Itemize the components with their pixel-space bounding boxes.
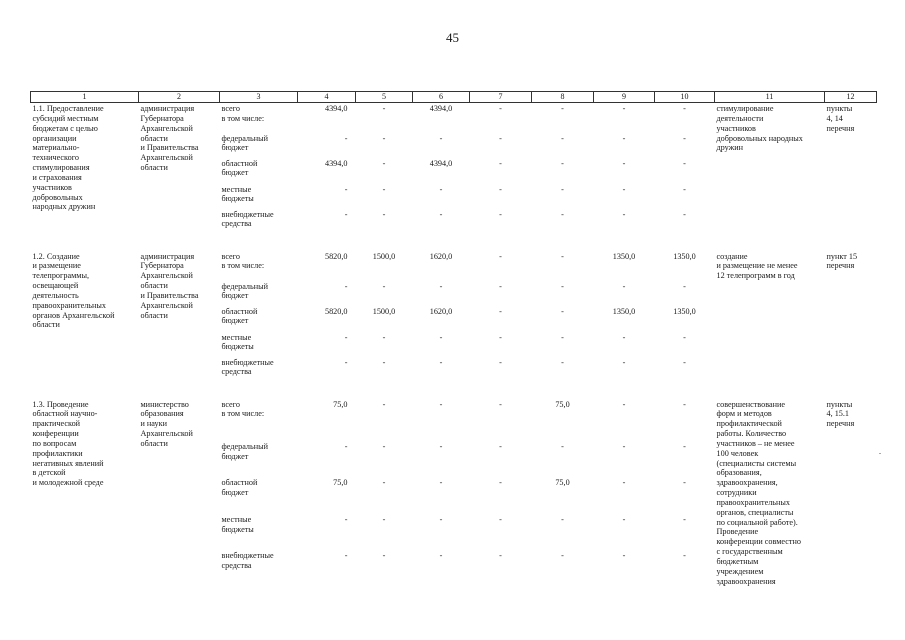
funding-source-note: в том числе: <box>221 261 265 271</box>
amount-cell: - <box>622 357 626 367</box>
amount-cell: - <box>561 158 564 168</box>
amount-cell: - <box>382 104 386 113</box>
column-header: 12 <box>825 92 877 103</box>
funding-source <box>220 550 298 587</box>
amount-cell: 1350,0 <box>673 306 696 316</box>
funding-source-label: областной бюджет <box>221 158 258 178</box>
amount-cell: - <box>499 399 502 409</box>
block-spacer <box>31 235 877 251</box>
amount-cell: - <box>683 399 686 409</box>
amount-cell: - <box>439 184 443 194</box>
amount-cell: 4394,0 <box>324 104 348 113</box>
funding-source-note: в том числе: <box>221 409 265 419</box>
amount-cell: - <box>561 332 564 342</box>
amount-cell: 75,0 <box>333 478 348 488</box>
list-reference: пункт 15 перечня <box>826 251 858 271</box>
funding-source <box>220 306 298 332</box>
program-table <box>30 91 876 588</box>
amount-cell: - <box>382 332 386 342</box>
page-number: 45 <box>446 30 459 45</box>
funding-source-label: внебюджетные средства <box>221 209 274 229</box>
column-header: 10 <box>655 92 715 103</box>
funding-source-label: местные бюджеты <box>221 332 254 352</box>
funding-source-label: всего <box>221 104 240 113</box>
amount-cell: 1620,0 <box>429 306 453 316</box>
funding-source-note: в том числе: <box>221 113 265 123</box>
amount-cell: - <box>561 104 564 113</box>
amount-cell: - <box>499 281 502 291</box>
amount-cell: 1350,0 <box>612 251 636 261</box>
column-header: 11 <box>715 92 825 103</box>
funding-source-label: федеральный бюджет <box>221 442 269 462</box>
measure-title: 1.2. Создание и размещение телепрограммы, освещающей деятельность правоохранительных органов Архангельской области <box>32 251 115 330</box>
amount-cell: - <box>561 442 564 452</box>
block-spacer <box>31 383 877 399</box>
column-header: 3 <box>220 92 298 103</box>
funding-source <box>220 209 298 235</box>
amount-cell: - <box>561 209 564 219</box>
funding-source <box>220 158 298 184</box>
amount-cell: - <box>499 332 502 342</box>
amount-cell: - <box>561 133 564 143</box>
list-reference: пункты 4, 15.1 перечня <box>826 399 855 429</box>
stray-mark: . <box>879 447 881 456</box>
amount-cell: - <box>683 184 686 194</box>
amount-cell: - <box>683 515 686 525</box>
amount-cell: - <box>683 478 686 488</box>
amount-cell: - <box>439 357 443 367</box>
measure-title: 1.3. Проведение областной научно- практической конференции по вопросам профилактики негативных явлений в детской и молодежной среде <box>32 399 104 488</box>
measure-title: 1.1. Предоставление субсидий местным бюджетам с целью организации материально- технического стимулирования и страхования участников добровольных народных дружин <box>32 104 104 212</box>
table-row <box>31 399 877 442</box>
amount-cell: - <box>382 357 386 367</box>
amount-cell: - <box>382 209 386 219</box>
column-header: 4 <box>298 92 356 103</box>
amount-cell: - <box>439 281 443 291</box>
amount-cell: - <box>622 104 626 113</box>
funding-source <box>220 133 298 158</box>
amount-cell: - <box>683 104 686 113</box>
amount-cell: - <box>683 158 686 168</box>
table-row <box>31 103 877 133</box>
amount-cell: - <box>622 332 626 342</box>
amount-cell: - <box>439 515 443 525</box>
executor: администрация Губернатора Архангельской области и Правительства Архангельской области <box>140 251 199 320</box>
amount-cell: 75,0 <box>555 399 570 409</box>
amount-cell: - <box>561 357 564 367</box>
amount-cell: 1620,0 <box>429 251 453 261</box>
column-header: 5 <box>356 92 413 103</box>
amount-cell: - <box>683 332 686 342</box>
amount-cell: - <box>622 478 626 488</box>
amount-cell: - <box>499 551 502 561</box>
funding-source <box>220 399 298 442</box>
funding-source <box>220 184 298 209</box>
amount-cell: - <box>344 332 348 342</box>
expected-result: стимулирование деятельности участников добровольных народных дружин <box>716 104 803 153</box>
amount-cell: - <box>683 357 686 367</box>
amount-cell: - <box>622 133 626 143</box>
amount-cell: - <box>561 306 564 316</box>
column-header: 9 <box>594 92 655 103</box>
amount-cell: - <box>344 133 348 143</box>
amount-cell: - <box>561 281 564 291</box>
amount-cell: - <box>382 133 386 143</box>
funding-source-label: областной бюджет <box>221 306 258 326</box>
amount-cell: - <box>499 251 502 261</box>
amount-cell: - <box>683 442 686 452</box>
expected-result: совершенствование форм и методов профилактической работы. Количество участников – не менее 100 человек (специалисты системы образования, здравоохранения, сотрудники правоохранительных органов, специалисты по социальной работе). Проведение конференции совместно с государственным бюджетным учреждением здравоохранения <box>716 399 801 586</box>
amount-cell: - <box>382 399 386 409</box>
funding-source <box>220 332 298 357</box>
expected-result: создание и размещение не менее 12 телепрограмм в год <box>716 251 798 281</box>
amount-cell: - <box>622 184 626 194</box>
amount-cell: 4394,0 <box>324 158 348 168</box>
amount-cell: - <box>439 332 443 342</box>
amount-cell: - <box>622 281 626 291</box>
block-spacer-cell <box>31 383 877 399</box>
executor: администрация Губернатора Архангельской области и Правительства Архангельской области <box>140 104 199 173</box>
amount-cell: - <box>344 281 348 291</box>
amount-cell: - <box>499 442 502 452</box>
amount-cell: - <box>439 399 443 409</box>
column-header: 8 <box>532 92 594 103</box>
funding-source <box>220 357 298 383</box>
amount-cell: - <box>499 306 502 316</box>
amount-cell: - <box>622 399 626 409</box>
funding-source-label: федеральный бюджет <box>221 133 269 153</box>
amount-cell: - <box>344 442 348 452</box>
funding-source <box>220 103 298 133</box>
funding-source <box>220 441 298 477</box>
amount-cell: - <box>382 184 386 194</box>
header-row <box>31 92 877 103</box>
funding-source <box>220 477 298 514</box>
amount-cell: 4394,0 <box>429 158 453 168</box>
amount-cell: - <box>561 251 564 261</box>
amount-cell: - <box>344 184 348 194</box>
amount-cell: - <box>683 551 686 561</box>
amount-cell: 4394,0 <box>429 104 453 113</box>
funding-source <box>220 281 298 306</box>
amount-cell: - <box>382 281 386 291</box>
amount-cell: - <box>439 442 443 452</box>
funding-source-label: всего <box>221 399 240 409</box>
amount-cell: - <box>499 133 502 143</box>
table-row <box>31 251 877 281</box>
amount-cell: - <box>622 442 626 452</box>
amount-cell: - <box>382 515 386 525</box>
amount-cell: - <box>683 209 686 219</box>
amount-cell: 75,0 <box>555 478 570 488</box>
measures-table <box>30 91 877 588</box>
amount-cell: - <box>439 209 443 219</box>
funding-source-label: местные бюджеты <box>221 184 254 204</box>
amount-cell: - <box>561 551 564 561</box>
amount-cell: - <box>439 551 443 561</box>
column-header: 6 <box>413 92 470 103</box>
amount-cell: - <box>439 133 443 143</box>
amount-cell: 1500,0 <box>372 306 396 316</box>
amount-cell: - <box>683 281 686 291</box>
amount-cell: - <box>622 158 626 168</box>
amount-cell: - <box>683 133 686 143</box>
funding-source-label: внебюджетные средства <box>221 551 274 571</box>
funding-source-label: внебюджетные средства <box>221 357 274 377</box>
amount-cell: - <box>499 515 502 525</box>
funding-source-label: областной бюджет <box>221 478 258 498</box>
amount-cell: - <box>622 515 626 525</box>
amount-cell: - <box>499 184 502 194</box>
funding-source-label: федеральный бюджет <box>221 281 269 301</box>
amount-cell: 5820,0 <box>324 251 348 261</box>
amount-cell: - <box>344 515 348 525</box>
column-header: 7 <box>470 92 532 103</box>
column-header: 2 <box>139 92 220 103</box>
amount-cell: - <box>382 551 386 561</box>
amount-cell: - <box>499 158 502 168</box>
amount-cell: - <box>344 357 348 367</box>
amount-cell: - <box>382 158 386 168</box>
amount-cell: 1350,0 <box>673 251 696 261</box>
amount-cell: - <box>622 209 626 219</box>
amount-cell: - <box>344 551 348 561</box>
amount-cell: - <box>499 104 502 113</box>
executor: министерство образования и науки Архангельской области <box>140 399 193 448</box>
amount-cell: - <box>561 184 564 194</box>
amount-cell: 1500,0 <box>372 251 396 261</box>
amount-cell: - <box>499 209 502 219</box>
amount-cell: 75,0 <box>333 399 348 409</box>
amount-cell: - <box>344 209 348 219</box>
amount-cell: 5820,0 <box>324 306 348 316</box>
funding-source <box>220 251 298 281</box>
amount-cell: - <box>499 357 502 367</box>
amount-cell: - <box>561 515 564 525</box>
amount-cell: - <box>439 478 443 488</box>
funding-source-label: всего <box>221 251 240 261</box>
list-reference: пункты 4, 14 перечня <box>826 104 855 133</box>
column-header: 1 <box>31 92 139 103</box>
block-spacer-cell <box>31 235 877 251</box>
funding-source <box>220 514 298 550</box>
funding-source-label: местные бюджеты <box>221 515 254 535</box>
amount-cell: - <box>382 442 386 452</box>
amount-cell: - <box>382 478 386 488</box>
amount-cell: 1350,0 <box>612 306 636 316</box>
amount-cell: - <box>622 551 626 561</box>
amount-cell: - <box>499 478 502 488</box>
